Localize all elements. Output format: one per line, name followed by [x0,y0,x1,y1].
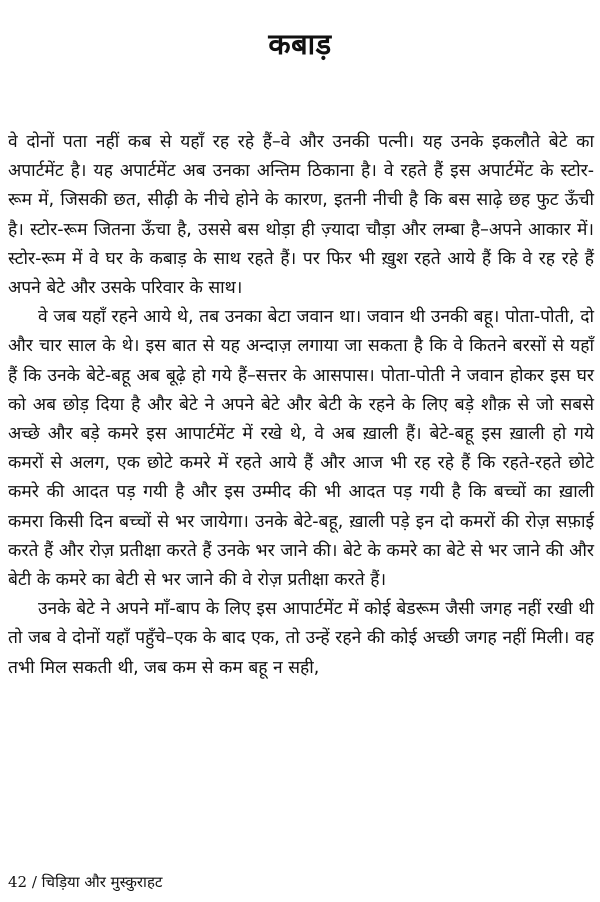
paragraph-3: उनके बेटे ने अपने माँ-बाप के लिए इस आपार्टमेंट में कोई बेडरूम जैसी जगह नहीं रखी थी तो जब वे दोनों यहाँ पहुँचे–एक के बाद एक, तो उन्हें रहने की कोई अच्छी जगह नहीं मिली। वह तभी मिल सकती थी, जब कम से कम बहू न सही, [8,599,594,678]
chapter-title: कबाड़ [268,27,332,61]
paragraph-1: वे दोनों पता नहीं कब से यहाँ रह रहे हैं–वे और उनकी पत्नी। यह उनके इकलौते बेटे का अपार्टमेंट है। यह अपार्टमेंट अब उनका अन्तिम ठिकाना है। वे रहते हैं इस अपार्टमेंट के स्टोर-रूम में, जिसकी छत, सीढ़ी के नीचे होने के कारण, इतनी नीची है कि बस साढ़े छह फुट ऊँची है। स्टोर-रूम जितना ऊँचा है, उससे बस थोड़ा ही ज़्यादा चौड़ा और लम्बा है–अपने आकार में। स्टोर-रूम में वे घर के कबाड़ के साथ रहते हैं। पर फिर भी ख़ुश रहते आये हैं कि वे रह रहे हैं अपने बेटे और उसके परिवार के साथ। [8,132,594,299]
page-footer: 42 / चिड़िया और मुस्कुराहट [8,873,163,891]
paragraph-2: वे जब यहाँ रहने आये थे, तब उनका बेटा जवान था। जवान थी उनकी बहू। पोता-पोती, दो और चार साल के थे। इस बात से यह अन्दाज़ लगाया जा सकता है कि वे कितने बरसों से यहाँ हैं कि उनके बेटे-बहू अब बूढ़े हो गये हैं–सत्तर के आसपास। पोता-पोती ने जवान होकर इस घर को अब छोड़ दिया है और बेटे ने अपने बेटे और बेटी के रहने के लिए बड़े शौक़ से जो सबसे अच्छे और बड़े कमरे इस आपार्टमेंट में रखे थे, वे अब ख़ाली हैं। बेटे-बहू इस ख़ाली हो गये कमरों से अलग, एक छोटे कमरे में रहते आये हैं और आज भी रह रहे हैं कि रहते-रहते छोटे कमरे की आदत पड़ गयी है और इस उम्मीद की भी आदत पड़ गयी है कि बच्चों का ख़ाली कमरा किसी दिन बच्चों से भर जायेगा। उनके बेटे-बहू, ख़ाली पड़े इन दो कमरों की रोज़ सफ़ाई करते हैं और रोज़ प्रतीक्षा करते हैं उनके भर जाने की। बेटे के कमरे का बेटे से भर जाने की और बेटी के कमरे का बेटी से भर जाने की वे रोज़ प्रतीक्षा करते हैं। [8,307,594,591]
body-text [8,128,594,683]
